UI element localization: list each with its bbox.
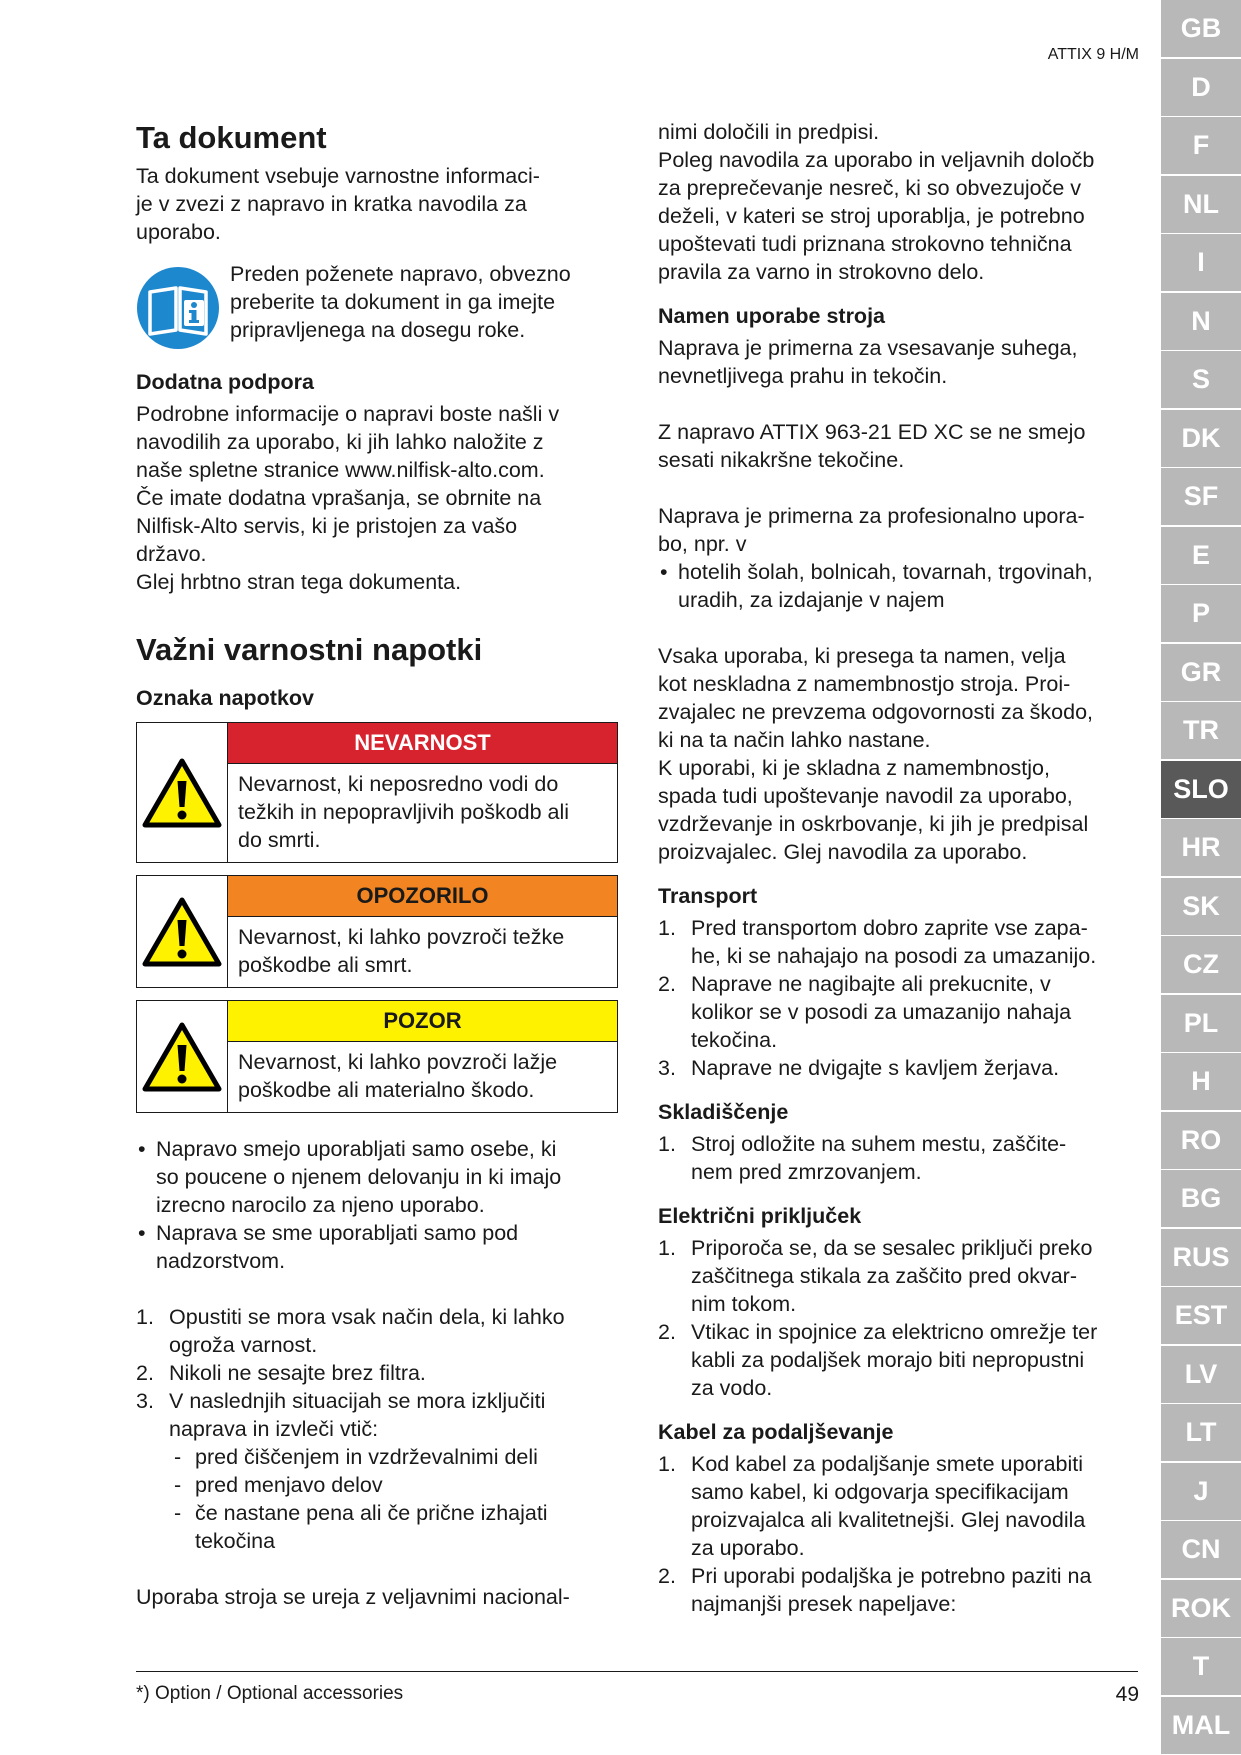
text-line: Nevarnost, ki lahko povzroči lažje bbox=[238, 1050, 558, 1074]
warning-label-danger: NEVARNOST bbox=[228, 723, 617, 764]
list-item bbox=[658, 1450, 1138, 1562]
text-line: za uporabo. bbox=[691, 1536, 805, 1560]
list-number: 2. bbox=[136, 1361, 154, 1385]
cable-list bbox=[658, 1450, 1138, 1618]
text-line: sesati nikakršne tekočine. bbox=[658, 448, 905, 472]
text-line: V naslednjih situacijah se mora izključiti bbox=[169, 1389, 546, 1413]
list-item bbox=[136, 1359, 616, 1387]
text-line: vzdrževanje in oskrbovanje, ki jih je predpisal bbox=[658, 812, 1089, 836]
text-line: nimi določili in predpisi. bbox=[658, 120, 880, 144]
text-line: Preden poženete napravo, obvezno bbox=[230, 262, 571, 286]
list-number: 2. bbox=[658, 1564, 676, 1588]
text-line: Naprava je primerna za vsesavanje suhega, bbox=[658, 336, 1078, 360]
list-item bbox=[658, 1054, 1138, 1082]
text-line: če nastane pena ali če prične izhajati bbox=[195, 1501, 548, 1525]
text-line: Stroj odložite na suhem mestu, zaščite- bbox=[691, 1132, 1067, 1156]
support-paragraph bbox=[136, 400, 616, 596]
language-tab-est[interactable]: EST bbox=[1161, 1287, 1241, 1344]
text-line: poškodbe ali smrt. bbox=[238, 953, 413, 977]
text-line: Naprava se sme uporabljati samo pod bbox=[156, 1221, 519, 1245]
section-title-document: Ta dokument bbox=[136, 120, 327, 155]
text-line: Priporoča se, da se sesalec priključi preko bbox=[691, 1236, 1093, 1260]
list-number: 3. bbox=[136, 1389, 154, 1413]
electrical-heading: Električni priključek bbox=[658, 1204, 862, 1228]
list-number: 2. bbox=[658, 1320, 676, 1344]
warning-triangle-icon bbox=[137, 876, 228, 987]
text-line: najmanjši presek napeljave: bbox=[691, 1592, 957, 1616]
purpose-paragraph-4 bbox=[658, 642, 1138, 866]
cable-heading: Kabel za podaljševanje bbox=[658, 1420, 894, 1444]
list-item bbox=[658, 558, 1138, 614]
warning-label-caution: POZOR bbox=[228, 1001, 617, 1042]
manual-info-icon bbox=[136, 266, 220, 350]
list-number: 1. bbox=[658, 1132, 676, 1156]
text-line: naše spletne stranice www.nilfisk-alto.com. bbox=[136, 458, 545, 482]
warning-text-warning bbox=[228, 917, 617, 987]
list-item bbox=[658, 1318, 1138, 1402]
text-line: spada tudi upoštevanje navodil za uporabo, bbox=[658, 784, 1073, 808]
list-item bbox=[658, 970, 1138, 1054]
language-tab-t[interactable]: T bbox=[1161, 1638, 1241, 1695]
list-item bbox=[169, 1443, 616, 1471]
intro-paragraph bbox=[136, 162, 616, 246]
language-tab-e[interactable]: E bbox=[1161, 527, 1241, 584]
warning-label-warning: OPOZORILO bbox=[228, 876, 617, 917]
list-item bbox=[136, 1387, 616, 1555]
text-line: naprava in izvleči vtič: bbox=[169, 1417, 379, 1441]
text-line: Z napravo ATTIX 963-21 ED XC se ne smejo bbox=[658, 420, 1086, 444]
right-column bbox=[658, 118, 1138, 1618]
safety-bullets bbox=[136, 1135, 616, 1275]
text-line: poškodbe ali materialno škodo. bbox=[238, 1078, 535, 1102]
list-item bbox=[136, 1135, 616, 1219]
text-line: Vtikac in spojnice za elektricno omrežje ter bbox=[691, 1320, 1098, 1344]
language-tab-rus[interactable]: RUS bbox=[1161, 1229, 1241, 1286]
language-tab-mal[interactable]: MAL bbox=[1161, 1697, 1241, 1754]
text-line: za preprečevanje nesreč, ki so obvezujoče v bbox=[658, 176, 1082, 200]
list-item bbox=[658, 1234, 1138, 1318]
text-line: nem pred zmrzovanjem. bbox=[691, 1160, 922, 1184]
text-line: pripravljenega na dosegu roke. bbox=[230, 318, 526, 342]
text-line: za vodo. bbox=[691, 1376, 773, 1400]
text-line: Vsaka uporaba, ki presega ta namen, velja bbox=[658, 644, 1066, 668]
list-number: 1. bbox=[658, 1236, 676, 1260]
text-line: zvajalec ne prevzema odgovornosti za škodo, bbox=[658, 700, 1094, 724]
footer-divider bbox=[136, 1671, 1138, 1672]
continuation-paragraph bbox=[658, 118, 1138, 286]
language-tab-p[interactable]: P bbox=[1161, 585, 1241, 642]
purpose-paragraph-1 bbox=[658, 334, 1138, 390]
text-line: preberite ta dokument in ga imejte bbox=[230, 290, 556, 314]
language-tab-tr[interactable]: TR bbox=[1161, 702, 1241, 759]
purpose-heading: Namen uporabe stroja bbox=[658, 304, 885, 328]
text-line: deželi, v kateri se stroj uporablja, je potrebno bbox=[658, 204, 1085, 228]
language-tab-cz[interactable]: CZ bbox=[1161, 936, 1241, 993]
text-line: Kod kabel za podaljšanje smete uporabiti bbox=[691, 1452, 1084, 1476]
support-heading: Dodatna podpora bbox=[136, 370, 314, 394]
text-line: samo kabel, ki odgovarja specifikacijam bbox=[691, 1480, 1069, 1504]
storage-list bbox=[658, 1130, 1138, 1186]
page-number: 49 bbox=[1115, 1683, 1139, 1706]
list-number: 1. bbox=[658, 1452, 676, 1476]
text-line: nadzorstvom. bbox=[156, 1249, 286, 1273]
storage-heading: Skladiščenje bbox=[658, 1100, 789, 1124]
language-tab-h[interactable]: H bbox=[1161, 1053, 1241, 1110]
text-line: nim tokom. bbox=[691, 1292, 797, 1316]
safety-numbered-list bbox=[136, 1303, 616, 1555]
marking-heading: Oznaka napotkov bbox=[136, 686, 315, 710]
warning-triangle-icon bbox=[137, 1001, 228, 1112]
text-line: uradih, za izdajanje v najem bbox=[678, 588, 945, 612]
text-line: pravila za varno in strokovno delo. bbox=[658, 260, 985, 284]
list-item bbox=[658, 914, 1138, 970]
language-tab-n[interactable]: N bbox=[1161, 293, 1241, 350]
left-column bbox=[136, 118, 616, 1611]
text-line: kabli za podaljšek morajo biti nepropustni bbox=[691, 1348, 1085, 1372]
text-line: hotelih šolah, bolnicah, tovarnah, trgovinah, bbox=[678, 560, 1093, 584]
text-line: pred čiščenjem in vzdrževalnimi deli bbox=[195, 1445, 538, 1469]
text-line: izrecno narocilo za njeno uporabo. bbox=[156, 1193, 485, 1217]
text-line: Poleg navodila za uporabo in veljavnih določb bbox=[658, 148, 1095, 172]
list-item bbox=[658, 1130, 1138, 1186]
closing-line: Uporaba stroja se ureja z veljavnimi nacional- bbox=[136, 1585, 570, 1609]
transport-list bbox=[658, 914, 1138, 1082]
section-title-safety: Važni varnostni napotki bbox=[136, 632, 483, 667]
list-item bbox=[169, 1499, 616, 1555]
text-line: tekočina bbox=[195, 1529, 276, 1553]
sub-list bbox=[169, 1443, 616, 1555]
text-line: uporabo. bbox=[136, 220, 221, 244]
purpose-bullets bbox=[658, 558, 1138, 614]
text-line: he, ki se nahajajo na posodi za umazanijo. bbox=[691, 944, 1097, 968]
text-line: Naprava je primerna za profesionalno upora- bbox=[658, 504, 1085, 528]
language-tab-gb[interactable]: GB bbox=[1161, 0, 1241, 57]
list-item bbox=[136, 1219, 616, 1275]
text-line: Nikoli ne sesajte brez filtra. bbox=[169, 1361, 426, 1385]
text-line: nevnetljivega prahu in tekočin. bbox=[658, 364, 948, 388]
text-line: Glej hrbtno stran tega dokumenta. bbox=[136, 570, 462, 594]
text-line: tekočina. bbox=[691, 1028, 778, 1052]
language-tab-d[interactable]: D bbox=[1161, 59, 1241, 116]
purpose-paragraph-2 bbox=[658, 418, 1138, 474]
text-line: do smrti. bbox=[238, 828, 321, 852]
read-manual-note bbox=[136, 260, 616, 350]
warning-triangle-icon bbox=[137, 723, 228, 862]
text-line: Naprave ne nagibajte ali prekucnite, v bbox=[691, 972, 1051, 996]
language-tab-s[interactable]: S bbox=[1161, 351, 1241, 408]
electrical-list bbox=[658, 1234, 1138, 1402]
warning-text-caution bbox=[228, 1042, 617, 1112]
list-item bbox=[169, 1471, 616, 1499]
language-tab-i[interactable]: I bbox=[1161, 234, 1241, 291]
text-line: Pred transportom dobro zaprite vse zapa- bbox=[691, 916, 1088, 940]
text-line: K uporabi, ki je skladna z namembnostjo, bbox=[658, 756, 1050, 780]
text-line: ogroža varnost. bbox=[169, 1333, 318, 1357]
text-line: težkih in nepopravljivih poškodb ali bbox=[238, 800, 570, 824]
text-line: Napravo smejo uporabljati samo osebe, ki bbox=[156, 1137, 557, 1161]
language-tab-hr[interactable]: HR bbox=[1161, 819, 1241, 876]
language-tab-cn[interactable]: CN bbox=[1161, 1521, 1241, 1578]
text-line: je v zvezi z napravo in kratka navodila za bbox=[136, 192, 527, 216]
language-tab-ro[interactable]: RO bbox=[1161, 1112, 1241, 1169]
text-line: Podrobne informacije o napravi boste našli v bbox=[136, 402, 560, 426]
text-line: Če imate dodatna vprašanja, se obrnite na bbox=[136, 486, 542, 510]
text-line: kolikor se v posodi za umazanijo nahaja bbox=[691, 1000, 1072, 1024]
text-line: Opustiti se mora vsak način dela, ki lahko bbox=[169, 1305, 565, 1329]
info-text bbox=[230, 260, 571, 344]
list-number: 2. bbox=[658, 972, 676, 996]
list-item bbox=[136, 1303, 616, 1359]
language-tab-pl[interactable]: PL bbox=[1161, 995, 1241, 1052]
warning-text-danger bbox=[228, 764, 617, 862]
footer-note: *) Option / Optional accessories bbox=[136, 1683, 404, 1704]
text-line: bo, npr. v bbox=[658, 532, 747, 556]
language-tab-dk[interactable]: DK bbox=[1161, 410, 1241, 467]
text-line: Naprave ne dvigajte s kavljem žerjava. bbox=[691, 1056, 1060, 1080]
language-tabs bbox=[1161, 0, 1241, 1755]
warning-box-danger bbox=[136, 722, 618, 863]
list-number: 3. bbox=[658, 1056, 676, 1080]
language-tab-f[interactable]: F bbox=[1161, 117, 1241, 174]
text-line: upoštevati tudi priznana strokovno tehnična bbox=[658, 232, 1072, 256]
language-tab-lv[interactable]: LV bbox=[1161, 1346, 1241, 1403]
text-line: pred menjavo delov bbox=[195, 1473, 383, 1497]
language-tab-rok[interactable]: ROK bbox=[1161, 1580, 1241, 1637]
language-tab-gr[interactable]: GR bbox=[1161, 644, 1241, 701]
language-tab-sk[interactable]: SK bbox=[1161, 878, 1241, 935]
list-number: 1. bbox=[658, 916, 676, 940]
list-number: 1. bbox=[136, 1305, 154, 1329]
text-line: državo. bbox=[136, 542, 207, 566]
header-model: ATTIX 9 H/M bbox=[1047, 46, 1139, 63]
text-line: so poucene o njenem delovanju in ki imajo bbox=[156, 1165, 562, 1189]
warning-box-warning bbox=[136, 875, 618, 988]
purpose-paragraph-3 bbox=[658, 502, 1138, 558]
text-line: ki na ta način lahko nastane. bbox=[658, 728, 931, 752]
text-line: zaščitnega stikala za zaščito pred okvar- bbox=[691, 1264, 1077, 1288]
language-tab-lt[interactable]: LT bbox=[1161, 1404, 1241, 1461]
text-line: navodilih za uporabo, ki jih lahko naložite z bbox=[136, 430, 544, 454]
list-item bbox=[658, 1562, 1138, 1618]
text-line: proizvajalec. Glej navodila za uporabo. bbox=[658, 840, 1028, 864]
language-tab-sf[interactable]: SF bbox=[1161, 468, 1241, 525]
language-tab-slo[interactable]: SLO bbox=[1161, 761, 1241, 818]
text-line: Pri uporabi podaljška je potrebno paziti na bbox=[691, 1564, 1092, 1588]
text-line: proizvajalca ali kvalitetnejši. Glej navodila bbox=[691, 1508, 1086, 1532]
text-line: Nilfisk-Alto servis, ki je pristojen za vašo bbox=[136, 514, 518, 538]
text-line: Nevarnost, ki neposredno vodi do bbox=[238, 772, 559, 796]
text-line: Ta dokument vsebuje varnostne informaci- bbox=[136, 164, 540, 188]
warning-box-caution bbox=[136, 1000, 618, 1113]
language-tab-j[interactable]: J bbox=[1161, 1463, 1241, 1520]
language-tab-nl[interactable]: NL bbox=[1161, 176, 1241, 233]
transport-heading: Transport bbox=[658, 884, 758, 908]
text-line: Nevarnost, ki lahko povzroči težke bbox=[238, 925, 565, 949]
text-line: kot neskladna z namembnostjo stroja. Proi- bbox=[658, 672, 1071, 696]
language-tab-bg[interactable]: BG bbox=[1161, 1170, 1241, 1227]
